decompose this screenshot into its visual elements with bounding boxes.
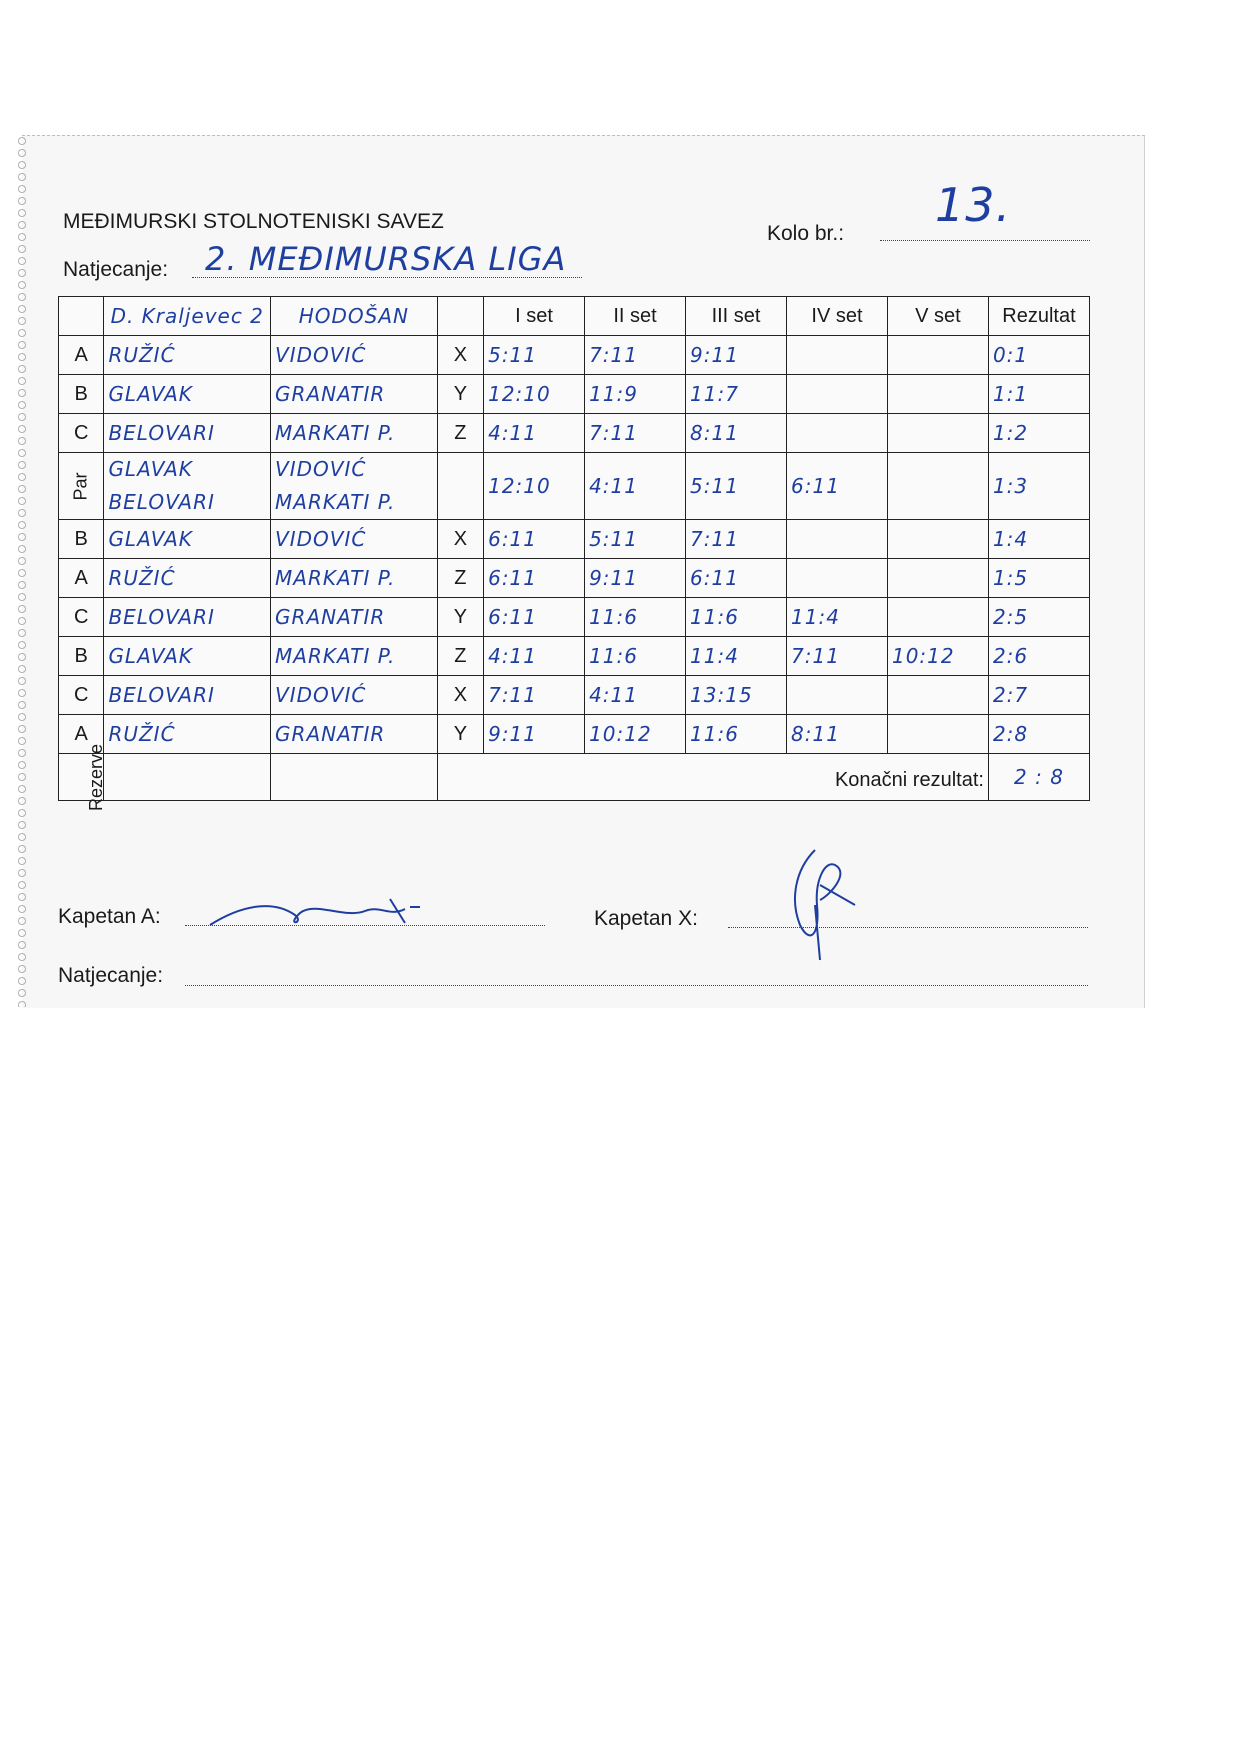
set-score-1: 4:11: [484, 414, 585, 453]
opponent-letter: X: [437, 520, 483, 559]
player-x: VIDOVIĆ: [271, 676, 438, 715]
set-score-5: [887, 559, 988, 598]
set-score-3: 7:11: [686, 520, 787, 559]
set-score-4: [787, 336, 888, 375]
player-x: VIDOVIĆ: [271, 336, 438, 375]
set-score-5: [887, 453, 988, 520]
player-a: GLAVAK: [104, 375, 271, 414]
set-score-4: 7:11: [787, 637, 888, 676]
set-score-4: 8:11: [787, 715, 888, 754]
set-header-5: V set: [887, 297, 988, 336]
set-score-4: [787, 676, 888, 715]
reserves-label: Rezerve: [86, 743, 107, 811]
reserves-label-cell: [59, 743, 107, 811]
running-result: 1:5: [988, 559, 1089, 598]
running-result: 0:1: [988, 336, 1089, 375]
match-letter: C: [59, 676, 104, 715]
set-score-4: [787, 375, 888, 414]
set-score-1: 6:11: [484, 520, 585, 559]
captain-a-label: Kapetan A:: [58, 905, 161, 928]
set-header-4: IV set: [787, 297, 888, 336]
captain-x-label: Kapetan X:: [594, 907, 698, 930]
final-result-label: Konačni rezultat:: [437, 754, 988, 801]
set-score-3: 9:11: [686, 336, 787, 375]
player-x: MARKATI P.: [271, 637, 438, 676]
opponent-letter: Y: [437, 375, 483, 414]
match-letter: B: [59, 637, 104, 676]
result-header: Rezultat: [988, 297, 1089, 336]
player-a: [104, 453, 271, 520]
set-header-3: III set: [686, 297, 787, 336]
set-score-3: 11:4: [686, 637, 787, 676]
set-score-4: 6:11: [787, 453, 888, 520]
competition-label: Natjecanje:: [63, 258, 169, 281]
player-a-2: BELOVARI: [108, 490, 215, 514]
kolo-label: Kolo br.:: [767, 222, 845, 245]
set-score-2: 4:11: [585, 453, 686, 520]
set-score-3: 8:11: [686, 414, 787, 453]
opponent-letter: [437, 453, 483, 520]
running-result: 1:3: [988, 453, 1089, 520]
set-score-1: 4:11: [484, 637, 585, 676]
player-x-1: VIDOVIĆ: [275, 457, 367, 481]
perforated-edge: [18, 135, 26, 1007]
doubles-row: [59, 453, 1090, 520]
set-score-2: 11:6: [585, 598, 686, 637]
set-score-2: 10:12: [585, 715, 686, 754]
set-header-2: II set: [585, 297, 686, 336]
set-score-5: [887, 676, 988, 715]
player-a: RUŽIĆ: [104, 715, 271, 754]
set-score-4: [787, 414, 888, 453]
corner-cell: [59, 297, 104, 336]
set-score-1: 12:10: [484, 453, 585, 520]
player-a: RUŽIĆ: [104, 336, 271, 375]
reserve-x: [271, 754, 438, 801]
match-letter: B: [59, 375, 104, 414]
kolo-dotted-line: [880, 240, 1090, 241]
set-score-1: 6:11: [484, 598, 585, 637]
kolo-value: 13.: [935, 178, 1012, 232]
running-result: 1:4: [988, 520, 1089, 559]
set-score-2: 11:9: [585, 375, 686, 414]
set-score-1: 9:11: [484, 715, 585, 754]
player-x-2: MARKATI P.: [275, 490, 396, 514]
captain-x-signature: [775, 845, 865, 965]
set-score-5: [887, 520, 988, 559]
set-score-3: 11:7: [686, 375, 787, 414]
set-score-2: 4:11: [585, 676, 686, 715]
opponent-letter: Y: [437, 715, 483, 754]
opponent-letter: Z: [437, 637, 483, 676]
opponent-letter: Z: [437, 414, 483, 453]
match-row: [59, 520, 1090, 559]
doubles-label: Par: [70, 471, 91, 501]
player-x: MARKATI P.: [271, 414, 438, 453]
set-score-4: [787, 559, 888, 598]
set-score-2: 11:6: [585, 637, 686, 676]
match-row: [59, 375, 1090, 414]
player-x: GRANATIR: [271, 715, 438, 754]
match-letter: C: [59, 598, 104, 637]
set-score-5: [887, 375, 988, 414]
player-a: BELOVARI: [104, 414, 271, 453]
player-x: VIDOVIĆ: [271, 520, 438, 559]
reserves-row: [59, 754, 1090, 801]
table-header-row: [59, 297, 1090, 336]
footer-competition-line: [185, 985, 1088, 986]
opponent-letter: X: [437, 336, 483, 375]
reserve-a: [104, 754, 271, 801]
opponent-letter: X: [437, 676, 483, 715]
match-letter: A: [59, 559, 104, 598]
match-row: [59, 336, 1090, 375]
set-score-3: 13:15: [686, 676, 787, 715]
competition-value: 2. MEĐIMURSKA LIGA: [205, 240, 567, 278]
player-a: GLAVAK: [104, 637, 271, 676]
player-a: BELOVARI: [104, 676, 271, 715]
player-x: GRANATIR: [271, 375, 438, 414]
match-row: [59, 414, 1090, 453]
set-score-1: 5:11: [484, 336, 585, 375]
running-result: 1:2: [988, 414, 1089, 453]
set-score-5: [887, 598, 988, 637]
team-x-name: HODOŠAN: [271, 297, 438, 336]
running-result: 2:7: [988, 676, 1089, 715]
set-score-4: 11:4: [787, 598, 888, 637]
running-result: 2:6: [988, 637, 1089, 676]
match-row: [59, 559, 1090, 598]
footer-competition-label: Natjecanje:: [58, 964, 164, 987]
player-a: RUŽIĆ: [104, 559, 271, 598]
set-score-5: 10:12: [887, 637, 988, 676]
set-score-2: 9:11: [585, 559, 686, 598]
running-result: 2:8: [988, 715, 1089, 754]
set-score-1: 6:11: [484, 559, 585, 598]
empty-header: [437, 297, 483, 336]
running-result: 2:5: [988, 598, 1089, 637]
player-x: [271, 453, 438, 520]
opponent-letter: Y: [437, 598, 483, 637]
set-score-5: [887, 336, 988, 375]
team-a-name: D. Kraljevec 2: [104, 297, 271, 336]
final-result-value: 2 : 8: [988, 754, 1089, 801]
set-header-1: I set: [484, 297, 585, 336]
match-row: [59, 676, 1090, 715]
player-a: BELOVARI: [104, 598, 271, 637]
set-score-5: [887, 414, 988, 453]
opponent-letter: Z: [437, 559, 483, 598]
set-score-1: 12:10: [484, 375, 585, 414]
player-x: MARKATI P.: [271, 559, 438, 598]
match-letter: C: [59, 414, 104, 453]
player-a: GLAVAK: [104, 520, 271, 559]
organization-title: MEĐIMURSKI STOLNOTENISKI SAVEZ: [63, 210, 444, 233]
set-score-3: 11:6: [686, 598, 787, 637]
captain-a-signature: [205, 893, 445, 933]
match-row: [59, 715, 1090, 754]
player-a-1: GLAVAK: [108, 457, 193, 481]
match-letter: A: [59, 715, 104, 754]
set-score-3: 6:11: [686, 559, 787, 598]
set-score-2: 7:11: [585, 414, 686, 453]
match-row: [59, 598, 1090, 637]
set-score-2: 7:11: [585, 336, 686, 375]
set-score-3: 11:6: [686, 715, 787, 754]
score-table: [58, 296, 1090, 811]
set-score-4: [787, 520, 888, 559]
set-score-3: 5:11: [686, 453, 787, 520]
set-score-1: 7:11: [484, 676, 585, 715]
match-letter: [59, 453, 104, 520]
match-row: [59, 637, 1090, 676]
match-letter: B: [59, 520, 104, 559]
match-letter: A: [59, 336, 104, 375]
set-score-2: 5:11: [585, 520, 686, 559]
set-score-5: [887, 715, 988, 754]
running-result: 1:1: [988, 375, 1089, 414]
player-x: GRANATIR: [271, 598, 438, 637]
